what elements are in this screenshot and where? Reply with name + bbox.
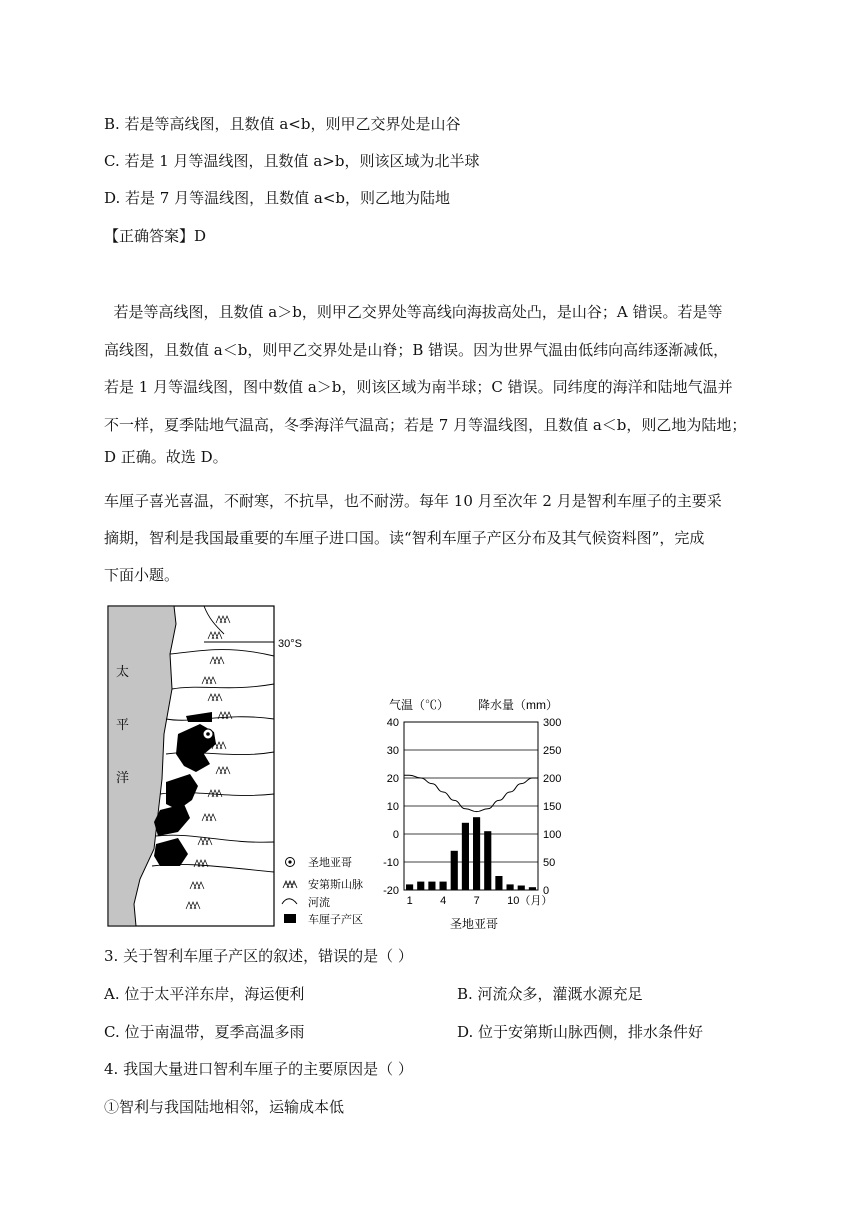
explanation-line: 不一样，夏季陆地气温高，冬季海洋气温高；若是 7 月等温线图，且数值 a＜b，则乙地为陆地； bbox=[104, 415, 747, 434]
left-tick-label: 10 bbox=[386, 801, 399, 813]
q3-option-a: A. 位于太平洋东岸，海运便利 bbox=[104, 985, 305, 1003]
left-tick-label: 40 bbox=[386, 717, 399, 729]
right-tick-label: 50 bbox=[543, 857, 556, 869]
precip-bar bbox=[473, 817, 480, 890]
legend-label: 河流 bbox=[308, 897, 330, 909]
legend-label: 安第斯山脉 bbox=[308, 879, 363, 891]
left-tick-label: 30 bbox=[386, 745, 399, 757]
prev-option-c: C. 若是 1 月等温线图，且数值 a>b，则该区域为北半球 bbox=[104, 152, 480, 170]
q3-stem: 3. 关于智利车厘子产区的叙述，错误的是（ ） bbox=[104, 947, 413, 965]
x-tick-label: 7 bbox=[473, 895, 480, 907]
left-tick-label: -10 bbox=[383, 857, 399, 869]
left-tick-label: -20 bbox=[383, 885, 399, 897]
precip-bar bbox=[462, 823, 469, 890]
explanation-line: 高线图，且数值 a＜b，则甲乙交界处是山脊；B 错误。因为世界气温由低纬向高纬逐渐减低， bbox=[104, 340, 729, 359]
x-tick-label: 1 bbox=[406, 895, 413, 907]
river-icon bbox=[282, 899, 297, 904]
climate-chart bbox=[383, 697, 561, 931]
legend-label: 车厘子产区 bbox=[308, 914, 363, 926]
map-legend bbox=[282, 855, 363, 926]
figure-svg bbox=[104, 604, 584, 934]
ocean-label: 太 bbox=[116, 665, 130, 680]
mountain-icon bbox=[283, 881, 297, 888]
explanation bbox=[104, 294, 780, 470]
x-tick-label: 4 bbox=[440, 895, 447, 907]
q4-stem: 4. 我国大量进口智利车厘子的主要原因是（ ） bbox=[104, 1060, 413, 1078]
intro-line: 摘期，智利是我国最重要的车厘子进口国。读“智利车厘子产区分布及其气候资料图”，完成 bbox=[104, 529, 705, 547]
x-tick-label: 10（月） bbox=[507, 895, 553, 907]
q4-item-1: ①智利与我国陆地相邻，运输成本低 bbox=[104, 1098, 345, 1116]
precip-bar bbox=[406, 884, 413, 890]
right-tick-label: 200 bbox=[543, 773, 562, 785]
precip-bar bbox=[529, 887, 536, 890]
santiago-marker bbox=[203, 729, 213, 739]
correct-answer: 【正确答案】D bbox=[104, 227, 207, 245]
prev-option-d: D. 若是 7 月等温线图，且数值 a<b，则乙地为陆地 bbox=[104, 189, 450, 207]
precip-bar bbox=[495, 876, 502, 890]
latitude-label: 30°S bbox=[278, 638, 302, 650]
black-square-icon bbox=[284, 914, 296, 923]
left-axis-title: 气温（℃） bbox=[389, 698, 450, 712]
ocean-label: 洋 bbox=[116, 771, 130, 786]
precip-bar bbox=[440, 882, 447, 890]
legend-label: 圣地亚哥 bbox=[308, 857, 352, 869]
right-tick-label: 150 bbox=[543, 801, 562, 813]
right-tick-label: 100 bbox=[543, 829, 562, 841]
q3-option-d: D. 位于安第斯山脉西侧，排水条件好 bbox=[457, 1023, 704, 1041]
precip-bar bbox=[507, 884, 514, 890]
intro-line: 车厘子喜光喜温，不耐寒，不抗旱，也不耐涝。每年 10 月至次年 2 月是智利车厘子的主要采 bbox=[104, 492, 722, 510]
explanation-line: 若是等高线图，且数值 a＞b，则甲乙交界处等高线向海拔高处凸，是山谷；A 错误。若是等 bbox=[104, 303, 723, 321]
precip-bar bbox=[518, 886, 525, 890]
x-axis-label: 圣地亚哥 bbox=[450, 917, 499, 931]
explanation-line: 若是 1 月等温线图，图中数值 a＞b，则该区域为南半球；C 错误。同纬度的海洋和陆地气温并 bbox=[104, 378, 733, 396]
intro bbox=[104, 488, 780, 588]
prev-option-b: B. 若是等高线图，且数值 a<b，则甲乙交界处是山谷 bbox=[104, 115, 461, 133]
explanation-line: D 正确。故选 D。 bbox=[104, 448, 228, 466]
precip-bar bbox=[484, 831, 491, 890]
precip-bar bbox=[428, 882, 435, 890]
left-tick-label: 0 bbox=[392, 829, 399, 841]
left-tick-label: 20 bbox=[386, 773, 399, 785]
q3-option-c: C. 位于南温带，夏季高温多雨 bbox=[104, 1023, 305, 1041]
intro-line: 下面小题。 bbox=[104, 566, 180, 584]
q3-option-b: B. 河流众多，灌溉水源充足 bbox=[457, 985, 643, 1003]
right-tick-label: 0 bbox=[543, 885, 550, 897]
right-tick-label: 250 bbox=[543, 745, 562, 757]
precip-bar bbox=[451, 851, 458, 890]
right-tick-label: 300 bbox=[543, 717, 562, 729]
figure bbox=[104, 604, 584, 934]
city-dot-icon bbox=[286, 858, 295, 867]
ocean-label: 平 bbox=[116, 718, 130, 733]
right-axis-title: 降水量（mm） bbox=[478, 698, 558, 712]
precip-bar bbox=[417, 882, 424, 890]
map bbox=[108, 606, 302, 926]
